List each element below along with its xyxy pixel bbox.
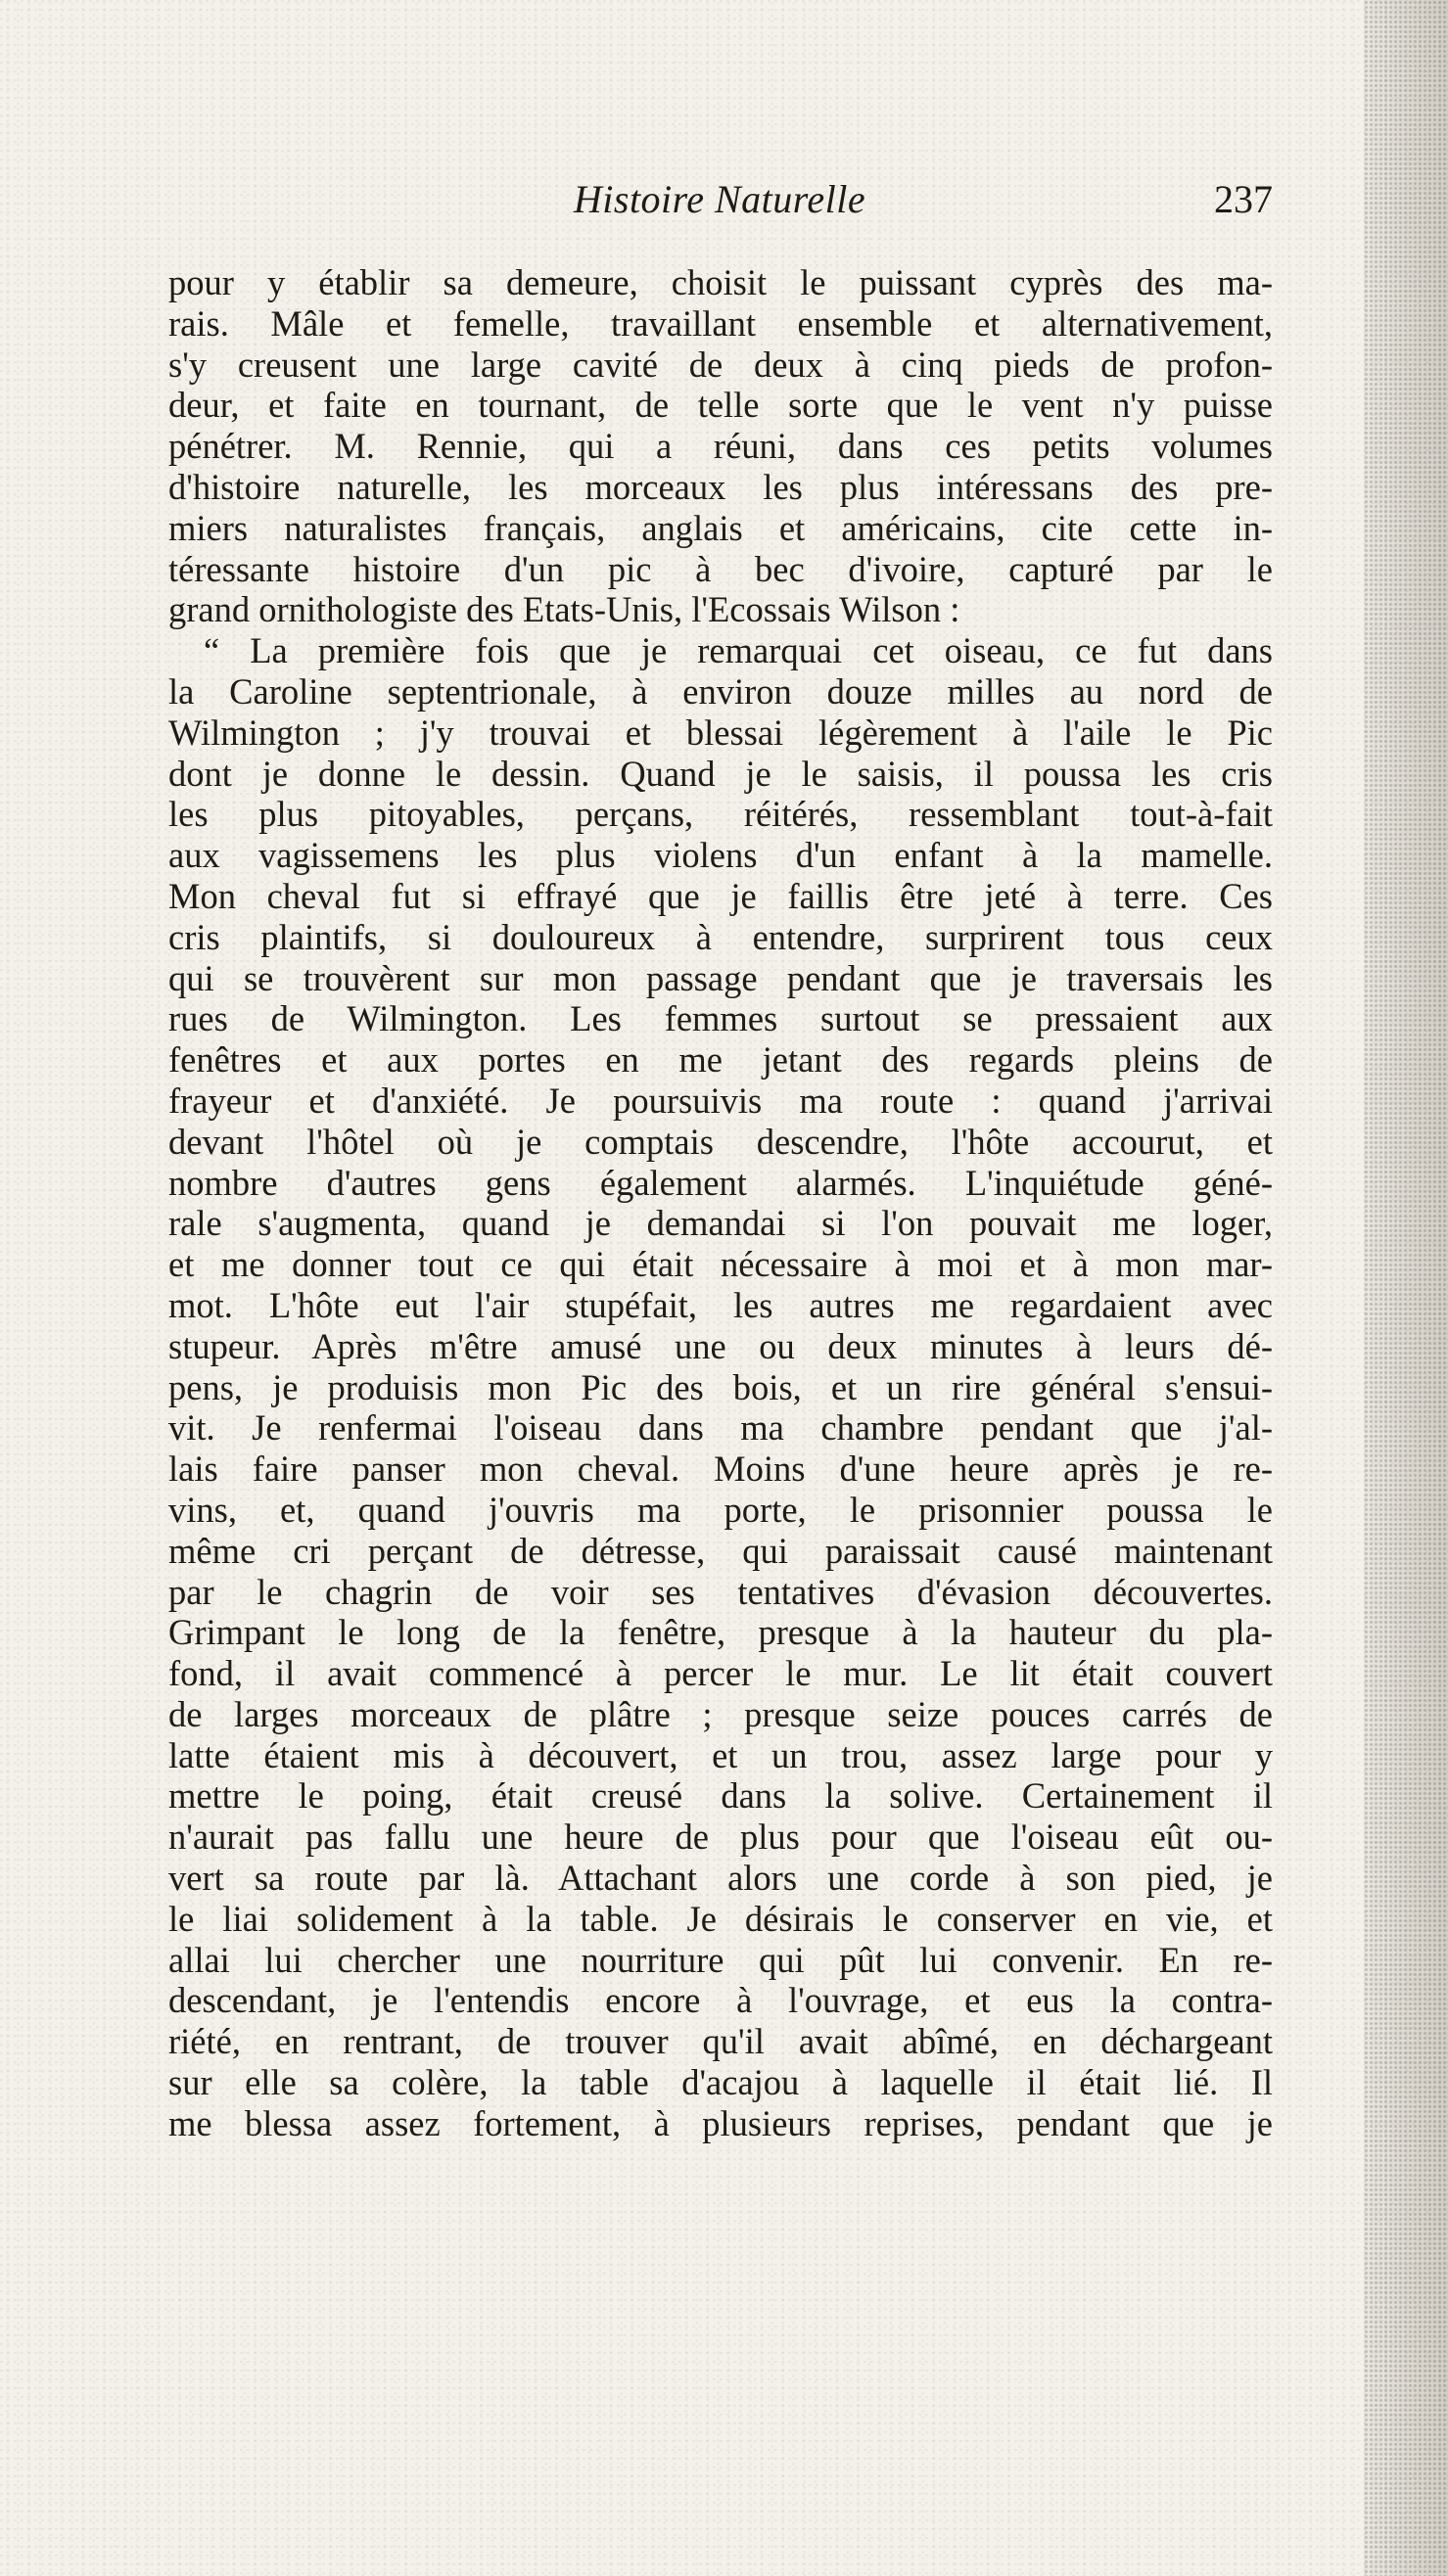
text-line: les plus pitoyables, perçans, réitérés, ressemblant tout-à-fait [168,794,1273,835]
text-line: fond, il avait commencé à percer le mur. Le lit était couvert [168,1653,1273,1694]
text-line: vins, et, quand j'ouvris ma porte, le prisonnier poussa le [168,1489,1273,1530]
page-number: 237 [1214,177,1273,221]
page-header [166,176,1273,235]
text-line: téressante histoire d'un pic à bec d'ivoire, capturé par le [168,548,1273,589]
text-line: frayeur et d'anxiété. Je poursuivis ma route : quand j'arrivai [168,1080,1273,1121]
text-line: dont je donne le dessin. Quand je le saisis, il poussa les cris [168,753,1273,794]
text-line: rais. Mâle et femelle, travaillant ensemble et alternativement, [168,302,1273,344]
text-line: rale s'augmenta, quand je demandai si l'on pouvait me loger, [168,1203,1273,1244]
text-line: n'aurait pas fallu une heure de plus pour que l'oiseau eût ou- [168,1817,1273,1858]
text-line: qui se trouvèrent sur mon passage pendant que je traversais les [168,957,1273,998]
text-line: nombre d'autres gens également alarmés. L'inquiétude géné- [168,1162,1273,1203]
text-line: aux vagissemens les plus violens d'un enfant à la mamelle. [168,835,1273,876]
text-line: lais faire panser mon cheval. Moins d'une heure après je re- [168,1449,1273,1490]
text-line: descendant, je l'entendis encore à l'ouvrage, et eus la contra- [168,1980,1273,2021]
text-line: deur, et faite en tournant, de telle sorte que le vent n'y puisse [168,385,1273,426]
body-text [168,262,1273,2144]
text-line: grand ornithologiste des Etats-Unis, l'Ecossais Wilson : [168,589,960,630]
text-line: Grimpant le long de la fenêtre, presque à la hauteur du pla- [168,1612,1273,1653]
text-line: même cri perçant de détresse, qui paraissait causé maintenant [168,1530,1273,1571]
text-line: pens, je produisis mon Pic des bois, et un rire général s'ensui- [168,1366,1273,1407]
text-line: latte étaient mis à découvert, et un trou, assez large pour y [168,1734,1273,1775]
text-line: devant l'hôtel où je comptais descendre, l'hôte accourut, et [168,1121,1273,1162]
text-line: cris plaintifs, si douloureux à entendre, surprirent tous ceux [168,916,1273,957]
text-line: mot. L'hôte eut l'air stupéfait, les autres me regardaient avec [168,1284,1273,1325]
text-line: pénétrer. M. Rennie, qui a réuni, dans ces petits volumes [168,426,1273,467]
text-line: Wilmington ; j'y trouvai et blessai légèrement à l'aile le Pic [168,712,1273,753]
text-line: pour y établir sa demeure, choisit le puissant cyprès des ma- [168,262,1273,302]
running-title: Histoire Naturelle [573,177,866,221]
text-line: mettre le poing, était creusé dans la solive. Certainement il [168,1775,1273,1817]
text-line: d'histoire naturelle, les morceaux les plus intéressans des pre- [168,466,1273,507]
text-line: riété, en rentrant, de trouver qu'il avait abîmé, en déchargeant [168,2021,1273,2062]
text-line: vert sa route par là. Attachant alors une corde à son pied, je [168,1858,1273,1899]
text-line: par le chagrin de voir ses tentatives d'évasion découvertes. [168,1571,1273,1612]
text-line: la Caroline septentrionale, à environ douze milles au nord de [168,670,1273,712]
text-line: rues de Wilmington. Les femmes surtout se pressaient aux [168,998,1273,1039]
text-line: sur elle sa colère, la table d'acajou à laquelle il était lié. Il [168,2062,1273,2103]
page-edge-shadow [1364,0,1448,2576]
text-line: allai lui chercher une nourriture qui pût lui convenir. En re- [168,1939,1273,1980]
text-line: vit. Je renfermai l'oiseau dans ma chambre pendant que j'al- [168,1407,1273,1449]
text-line: et me donner tout ce qui était nécessaire à moi et à mon mar- [168,1244,1273,1285]
text-line: stupeur. Après m'être amusé une ou deux minutes à leurs dé- [168,1325,1273,1366]
text-line: fenêtres et aux portes en me jetant des regards pleins de [168,1039,1273,1081]
text-line: “ La première fois que je remarquai cet oiseau, ce fut dans [204,630,1273,671]
text-line: s'y creusent une large cavité de deux à cinq pieds de profon- [168,344,1273,385]
text-line: le liai solidement à la table. Je désirais le conserver en vie, et [168,1898,1273,1939]
text-line: me blessa assez fortement, à plusieurs reprises, pendant que je [168,2102,1273,2143]
text-line: miers naturalistes français, anglais et américains, cite cette in- [168,507,1273,548]
text-line: de larges morceaux de plâtre ; presque seize pouces carrés de [168,1693,1273,1734]
text-line: Mon cheval fut si effrayé que je faillis être jeté à terre. Ces [168,875,1273,916]
